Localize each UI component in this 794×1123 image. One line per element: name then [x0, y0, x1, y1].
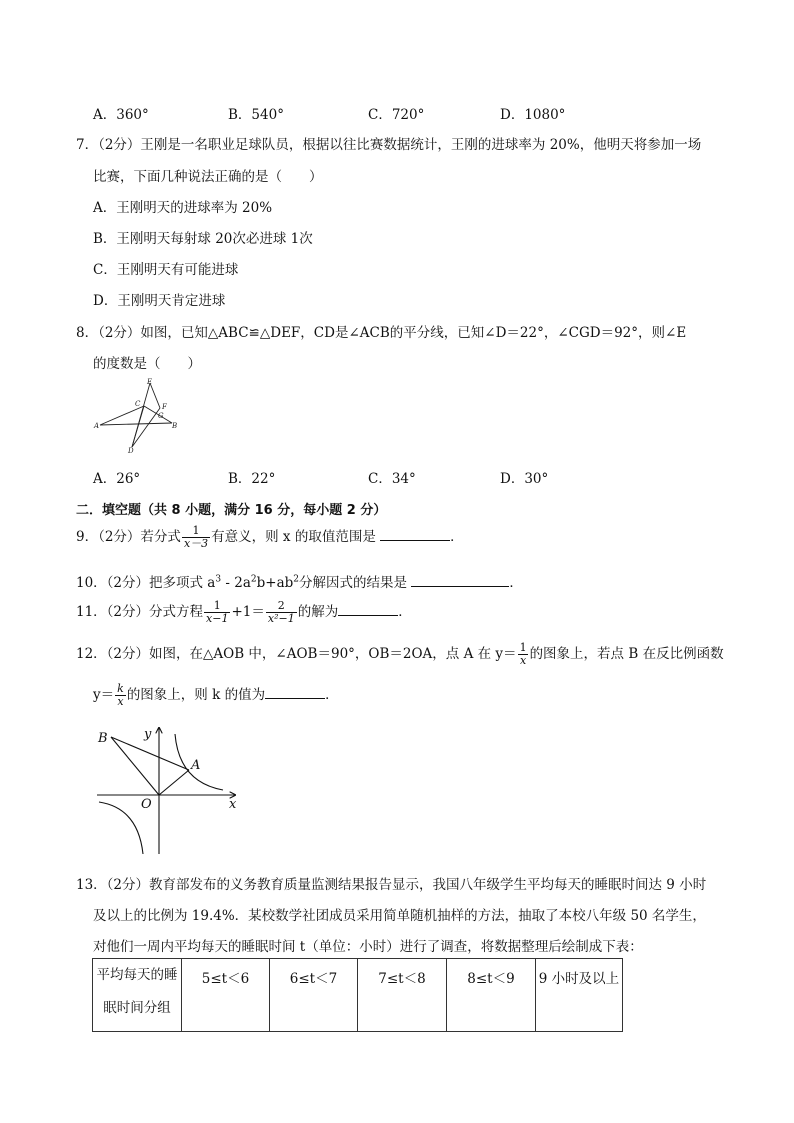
q7-stem-line2: 比赛，下面几种说法正确的是（ ） [93, 169, 323, 185]
q12-label-b: B [98, 731, 108, 746]
q10-exp2a: 2 [250, 574, 257, 585]
q8-option-a: A．26° [93, 471, 141, 487]
q8-stem-line2: 的度数是（ ） [93, 356, 201, 372]
q12-k-num: k [117, 682, 124, 695]
q8-label-g: G [158, 412, 164, 420]
q12-label-x: x [229, 797, 237, 812]
q10-end: ． [509, 575, 523, 591]
q8-option-b: B．22° [228, 471, 276, 487]
q8-option-d: D．30° [500, 471, 549, 487]
q11-f2-num: 2 [277, 599, 285, 612]
q9-fraction [182, 525, 210, 550]
q9-stem [76, 525, 464, 550]
q11-fraction-1 [204, 600, 230, 625]
q13-data-table [92, 958, 623, 1032]
q13-stem-line1: 13．（2分）教育部发布的义务教育质量监测结果报告显示，我国八年级学生平均每天的睡眠时间达 9 小时 [76, 877, 707, 893]
q10-prefix: 10．（2分）把多项式 a [76, 575, 216, 591]
section-heading: 二．填空题（共 8 小题，满分 16 分，每小题 2 分） [76, 503, 387, 518]
q8-stem-line1: 8．（2分）如图，已知△ABC≌△DEF，CD是∠ACB的平分线，已知∠D＝22°，∠CGD＝92°，则∠E [76, 325, 687, 341]
q8-label-e: E [147, 378, 153, 386]
q8-triangle-figure [92, 378, 182, 454]
q8-label-b: B [172, 422, 178, 430]
q7-option-d: D．王刚明天肯定进球 [93, 293, 226, 309]
q12-f-num: 1 [519, 641, 527, 654]
q11-plus: +1＝ [231, 604, 265, 620]
q11-end: ． [398, 604, 412, 620]
q7-option-b: B．王刚明天每射球 20次必进球 1次 [93, 231, 313, 247]
q8-label-d: D [128, 447, 134, 454]
q10-exp3: 3 [215, 574, 222, 585]
q12-coordinate-figure [95, 724, 245, 856]
q12-stem-line1 [76, 642, 724, 667]
q11-f1-den: x−1 [206, 612, 229, 625]
q8-label-c: C [135, 400, 141, 408]
q8-label-f: F [162, 403, 167, 411]
table-group-cell: 6≤t＜7 [270, 959, 358, 1032]
q11-suffix: 的解为 [297, 604, 339, 620]
q9-answer-blank[interactable] [380, 527, 450, 541]
q12-f-den: x [519, 654, 527, 667]
q12-label-a: A [191, 758, 201, 773]
q6-option-a: A．360° [93, 107, 149, 123]
q11-f2-den: x²−1 [267, 612, 295, 625]
q6-option-b: B．540° [228, 107, 284, 123]
table-header-cell [93, 959, 182, 1032]
q12-fraction-k [115, 683, 126, 708]
q12-line2-suffix: 的图象上，则 k 的值为 [126, 687, 266, 703]
q9-frac-den: x－3 [183, 537, 209, 550]
q12-line2-prefix: y＝ [93, 687, 115, 703]
table-group-cell: 9 小时及以上 [536, 959, 623, 1032]
q9-prefix: 9．（2分）若分式 [76, 529, 181, 545]
q7-option-c: C．王刚明天有可能进球 [93, 262, 239, 278]
q10-mid2: b+ab [256, 575, 294, 591]
q13-stem-line3: 对他们一周内平均每天的睡眠时间 t（单位：小时）进行了调查，将数据整理后绘制成下表： [93, 939, 643, 955]
q12-line1-prefix: 12．（2分）如图，在△AOB 中，∠AOB＝90°，OB＝2OA，点 A 在 y＝ [76, 646, 517, 662]
q12-fraction-1 [518, 642, 529, 667]
q9-frac-num: 1 [192, 524, 200, 537]
q12-k-den: x [117, 695, 124, 708]
q10-mid1: - 2a [221, 575, 251, 591]
q9-end: ． [450, 529, 464, 545]
q7-stem-line1: 7．（2分）王刚是一名职业足球队员，根据以往比赛数据统计，王刚的进球率为 20%，他明天将参加一场 [76, 137, 702, 153]
q13-stem-line2: 及以上的比例为 19.4%．某校数学社团成员采用简单随机抽样的方法，抽取了本校八年级 50 名学生， [93, 908, 706, 924]
q12-label-o: O [141, 797, 152, 812]
q11-answer-blank[interactable] [338, 602, 398, 616]
table-row [93, 959, 623, 1032]
q12-stem-line2 [93, 683, 339, 708]
q12-line1-suffix: 的图象上，若点 B 在反比例函数 [529, 646, 724, 662]
q8-option-c: C．34° [368, 471, 416, 487]
q10-suffix: 分解因式的结果是 [299, 575, 408, 591]
q6-option-d: D．1080° [500, 107, 566, 123]
q11-fraction-2 [266, 600, 297, 625]
table-header-line1: 平均每天的睡 [96, 967, 178, 983]
q11-f1-num: 1 [213, 599, 221, 612]
q10-answer-blank[interactable] [411, 573, 509, 587]
table-header-line2: 眠时间分组 [103, 1000, 171, 1016]
q10-stem [76, 571, 523, 591]
q12-end: ． [325, 687, 339, 703]
q11-stem [76, 600, 412, 625]
q6-option-c: C．720° [368, 107, 425, 123]
q12-answer-blank[interactable] [265, 685, 325, 699]
q10-exp2b: 2 [293, 574, 300, 585]
table-group-cell: 7≤t＜8 [358, 959, 447, 1032]
table-group-cell: 8≤t＜9 [447, 959, 536, 1032]
q9-suffix: 有意义，则 x 的取值范围是 [211, 529, 376, 545]
q7-option-a: A．王刚明天的进球率为 20% [93, 200, 273, 216]
q8-label-a: A [94, 422, 100, 430]
q12-label-y: y [144, 727, 152, 742]
table-group-cell: 5≤t＜6 [182, 959, 270, 1032]
q11-prefix: 11．（2分）分式方程 [76, 604, 204, 620]
